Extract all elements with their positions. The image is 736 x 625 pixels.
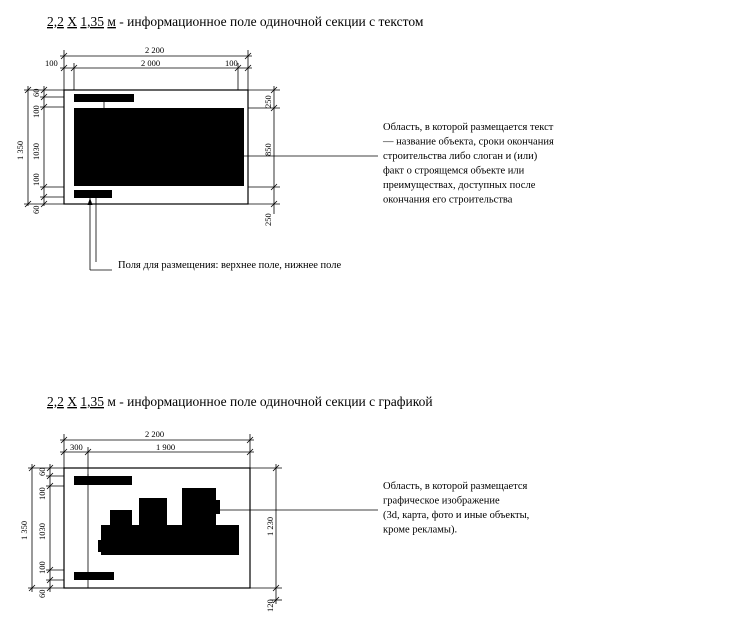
dim-left-4: 100 <box>31 173 41 186</box>
dim-2-right-2: 120 <box>265 599 275 612</box>
section-1-text-field <box>15 14 556 271</box>
section-1-fields-note: Поля для размещения: верхнее поле, нижнее поле <box>118 260 342 271</box>
section-1-heading: 2,2 X 1,35 м - информационное поле одиночной секции с текстом <box>47 14 424 29</box>
dim-2-left-3: 1030 <box>37 523 47 540</box>
dim-left-2: 100 <box>31 105 41 118</box>
dim-2-left-5: 60 <box>37 589 47 598</box>
dim-2-right-1: 1 230 <box>265 516 275 536</box>
section-1-bottom-field <box>74 190 112 198</box>
dim-left-3: 1030 <box>31 143 41 160</box>
section-1-right-dimensions <box>244 86 280 214</box>
dim-left-5: 60 <box>31 205 41 214</box>
dim-overall-width: 2 200 <box>145 45 165 55</box>
dim-2-left-margin: 300 <box>70 442 83 452</box>
dim-2-overall-height: 1 350 <box>19 520 29 540</box>
section-1-top-field <box>74 94 134 102</box>
dim-overall-height: 1 350 <box>15 140 25 160</box>
dim-inner-width: 2 000 <box>141 58 161 68</box>
dim-left-1: 60 <box>31 88 41 97</box>
dim-2-left-1: 60 <box>37 467 47 476</box>
section-2-heading: 2,2 X 1,35 м - информационное поле одиночной секции с графикой <box>47 394 433 409</box>
dim-2-overall-width: 2 200 <box>145 429 165 439</box>
section-1-text-area <box>74 108 244 186</box>
dim-2-left-4: 100 <box>37 561 47 574</box>
dim-right-3: 250 <box>263 213 273 226</box>
dim-2-left-2: 100 <box>37 487 47 500</box>
section-2-bottom-field <box>74 572 114 580</box>
section-1-callout: Область, в которой размещается текст — название объекта, сроки окончания строительства либо слоган и (или) факт о строящемся объекте или преимуществах, доступных после окончания его строительства <box>383 122 554 206</box>
section-1-top-dimensions <box>60 50 252 90</box>
dim-left-margin: 100 <box>45 58 58 68</box>
section-2-graphic-field <box>19 394 532 612</box>
dim-right-margin: 100 <box>225 58 238 68</box>
dim-2-inner-width: 1 900 <box>156 442 176 452</box>
dim-right-2: 850 <box>263 143 273 156</box>
dim-right-1: 250 <box>263 95 273 108</box>
section-2-callout: Область, в которой размещается графическое изображение (3d, карта, фото и иные объекты, кроме рекламы). <box>383 481 530 536</box>
section-2-top-field <box>74 476 132 485</box>
